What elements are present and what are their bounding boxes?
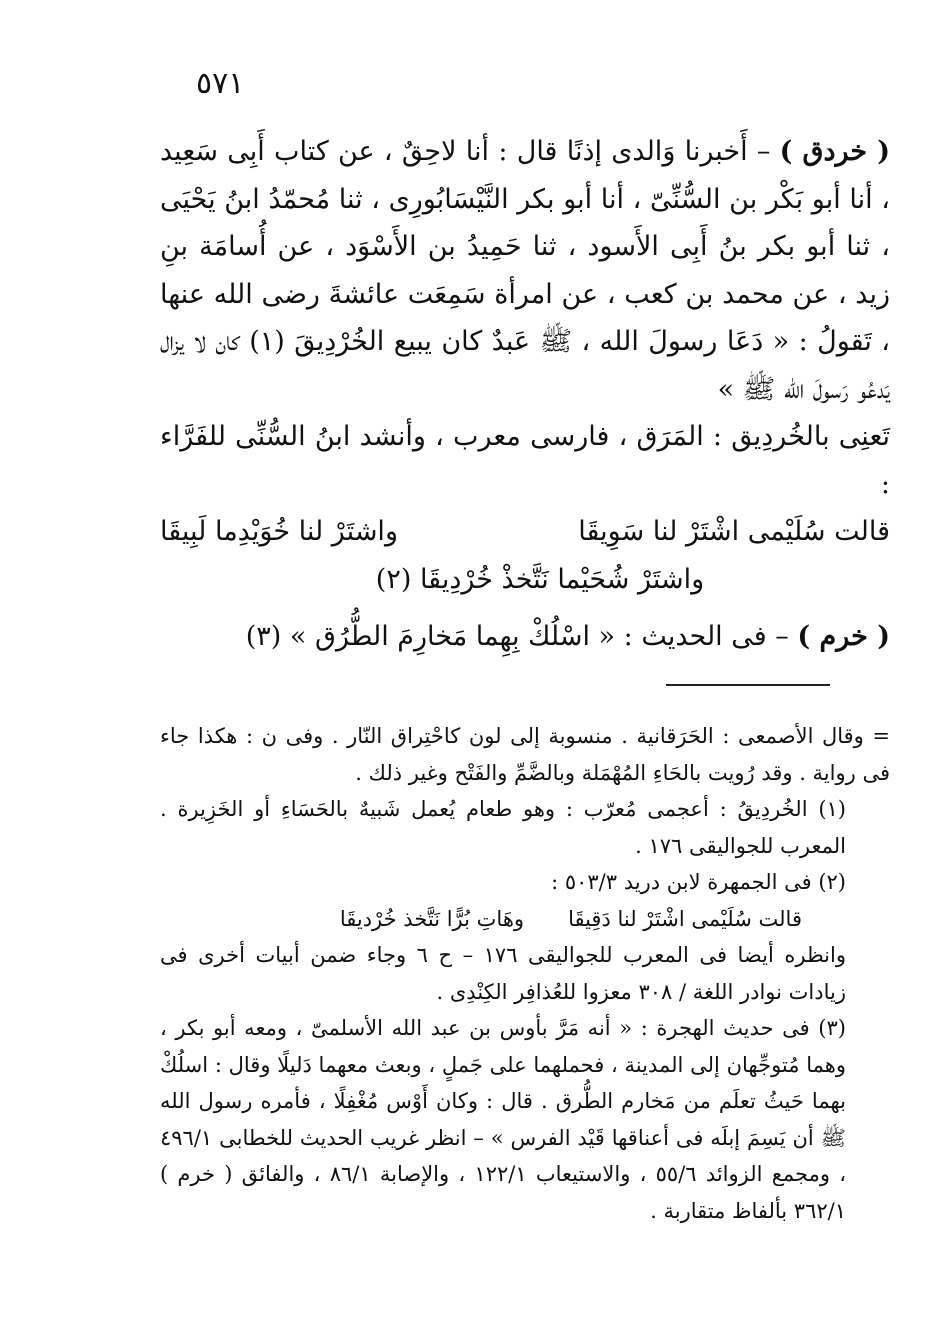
footnote-1: (١) الخُردِيقُ : أعجمى مُعرّب : وهو طعام يُعمل شَبيهٌ بالحَسَاءِ أو الخَزِيرة . المعرب للجواليقى ١٧٦ . [160,797,846,858]
entry-khardaq [160,128,890,413]
entry-head: ( خردق ) [779,136,890,167]
footnote-2-rest: وانظره أيضا فى المعرب للجواليقى ١٧٦ – ح ٦ وجاء ضمن أبيات أخرى فى زيادات نوادر اللغة / ٣٠٨ معزوا للعُذافِر الكِنْدِى . [160,943,846,1004]
entry-kharam [160,613,890,661]
poem-hemistich-left: واشتَرْ لنا خُوَيْدِما لَبِيقَا [160,516,398,547]
poem-line: واشتَرْ شُحَيْما نَتَّخذْ خُرْدِيقَا (٢) [375,563,705,595]
footnote-continuation: = وقال الأصمعى : الحَرَقانية . منسوبة إلى لون كاحْتِراق النّار . وفى ن : هكذا جاء فى رواية . وقد رُويت بالحَاءِ المُهْمَلة وبالضَّمِّ والفَتْح وغير ذلك . [160,724,890,785]
poem-line [160,508,890,556]
poem-hemistich-right: قالت سُلَيْمى اشْتَرْ لنا سَوِيقَا [578,516,890,547]
entry-text: – أَخبرنا وَالدى إذنًا قال : أنا لاحِقٌ ، عن كتاب أَبِى سَعِيد ، أنا أبو بَكْر بن السُّنِّىّ ، أنا أبو بكر النَّيْسَابُورِى ، ثنا مُحمّدُ ابنُ يَحْيَى ، ثنا أبو بكر بنُ أَبِى الأَسود ، ثنا حَمِيدُ بن الأَسْوَد ، عن أُسامَة بنِ زيد ، عن محمد بن كعب ، عن امرأة سَمِعَت عائشةَ رضى الله عنها ، تَقولُ : « دَعَا رسولَ الله ، ﷺ عَبدٌ كان يبيع الخُرْدِيقَ (١) كان لا يزال يَدعُو رَسولَ الله ﷺ » [160,136,890,405]
main-text [160,128,890,661]
poem [160,508,890,603]
explanation-paragraph: تَعنِى بالخُردِيق : المَرَق ، فارسى معرب ، وأنشد ابنُ السُّنِّى للفَرَّاء : [160,421,890,500]
footnote-separator [666,684,830,686]
footnote-2: (٢) فى الجمهرة لابن دريد ٥٠٣/٣ : [551,870,846,894]
page-number: ٥٧١ [196,66,245,101]
entry-text: – فى الحديث : « اسْلُكْ بِهِما مَخارِمَ الطُّرُق » (٣) [245,621,798,652]
poem-hemistich-right: قالت سُلَيْمى اشْتَرْ لنا دَقِيقَا [568,906,802,931]
footnote-3: (٣) فى حديث الهجرة : « أنه مَرَّ بأوس بن عبد الله الأسلمىّ ، ومعه أبو بكر ، وهما مُتوجِّهان إلى المدينة ، فحملهما على جَملٍ ، وبعث معهما دَليلًا وقال : اسلُكْ بهما حَيثُ تعلَم من مَخارم الطُّرق . قال : وكان أَوْس مُغْفِلًا ، فأمره رسول الله ﷺ أن يَسِمَ إبلَه فى أعناقها قَيْد الفرس » – انظر غريب الحديث للخطابى ٤٩٦/١ ، ومجمع الزوائد ٥٥/٦ ، والاستيعاب ١٢٢/١ ، والإصابة ٨٦/١ ، والفائق ( خرم ) ٣٦٢/١ بألفاظ متقاربة . [160,1016,847,1223]
entry-head: ( خرم ) [797,621,890,652]
footnotes [160,718,890,1229]
footnote-2-poem [160,901,890,938]
poem-hemistich-left: وهَاتِ بُرًّا نَتَّخذ خُرْديقَا [339,906,525,931]
